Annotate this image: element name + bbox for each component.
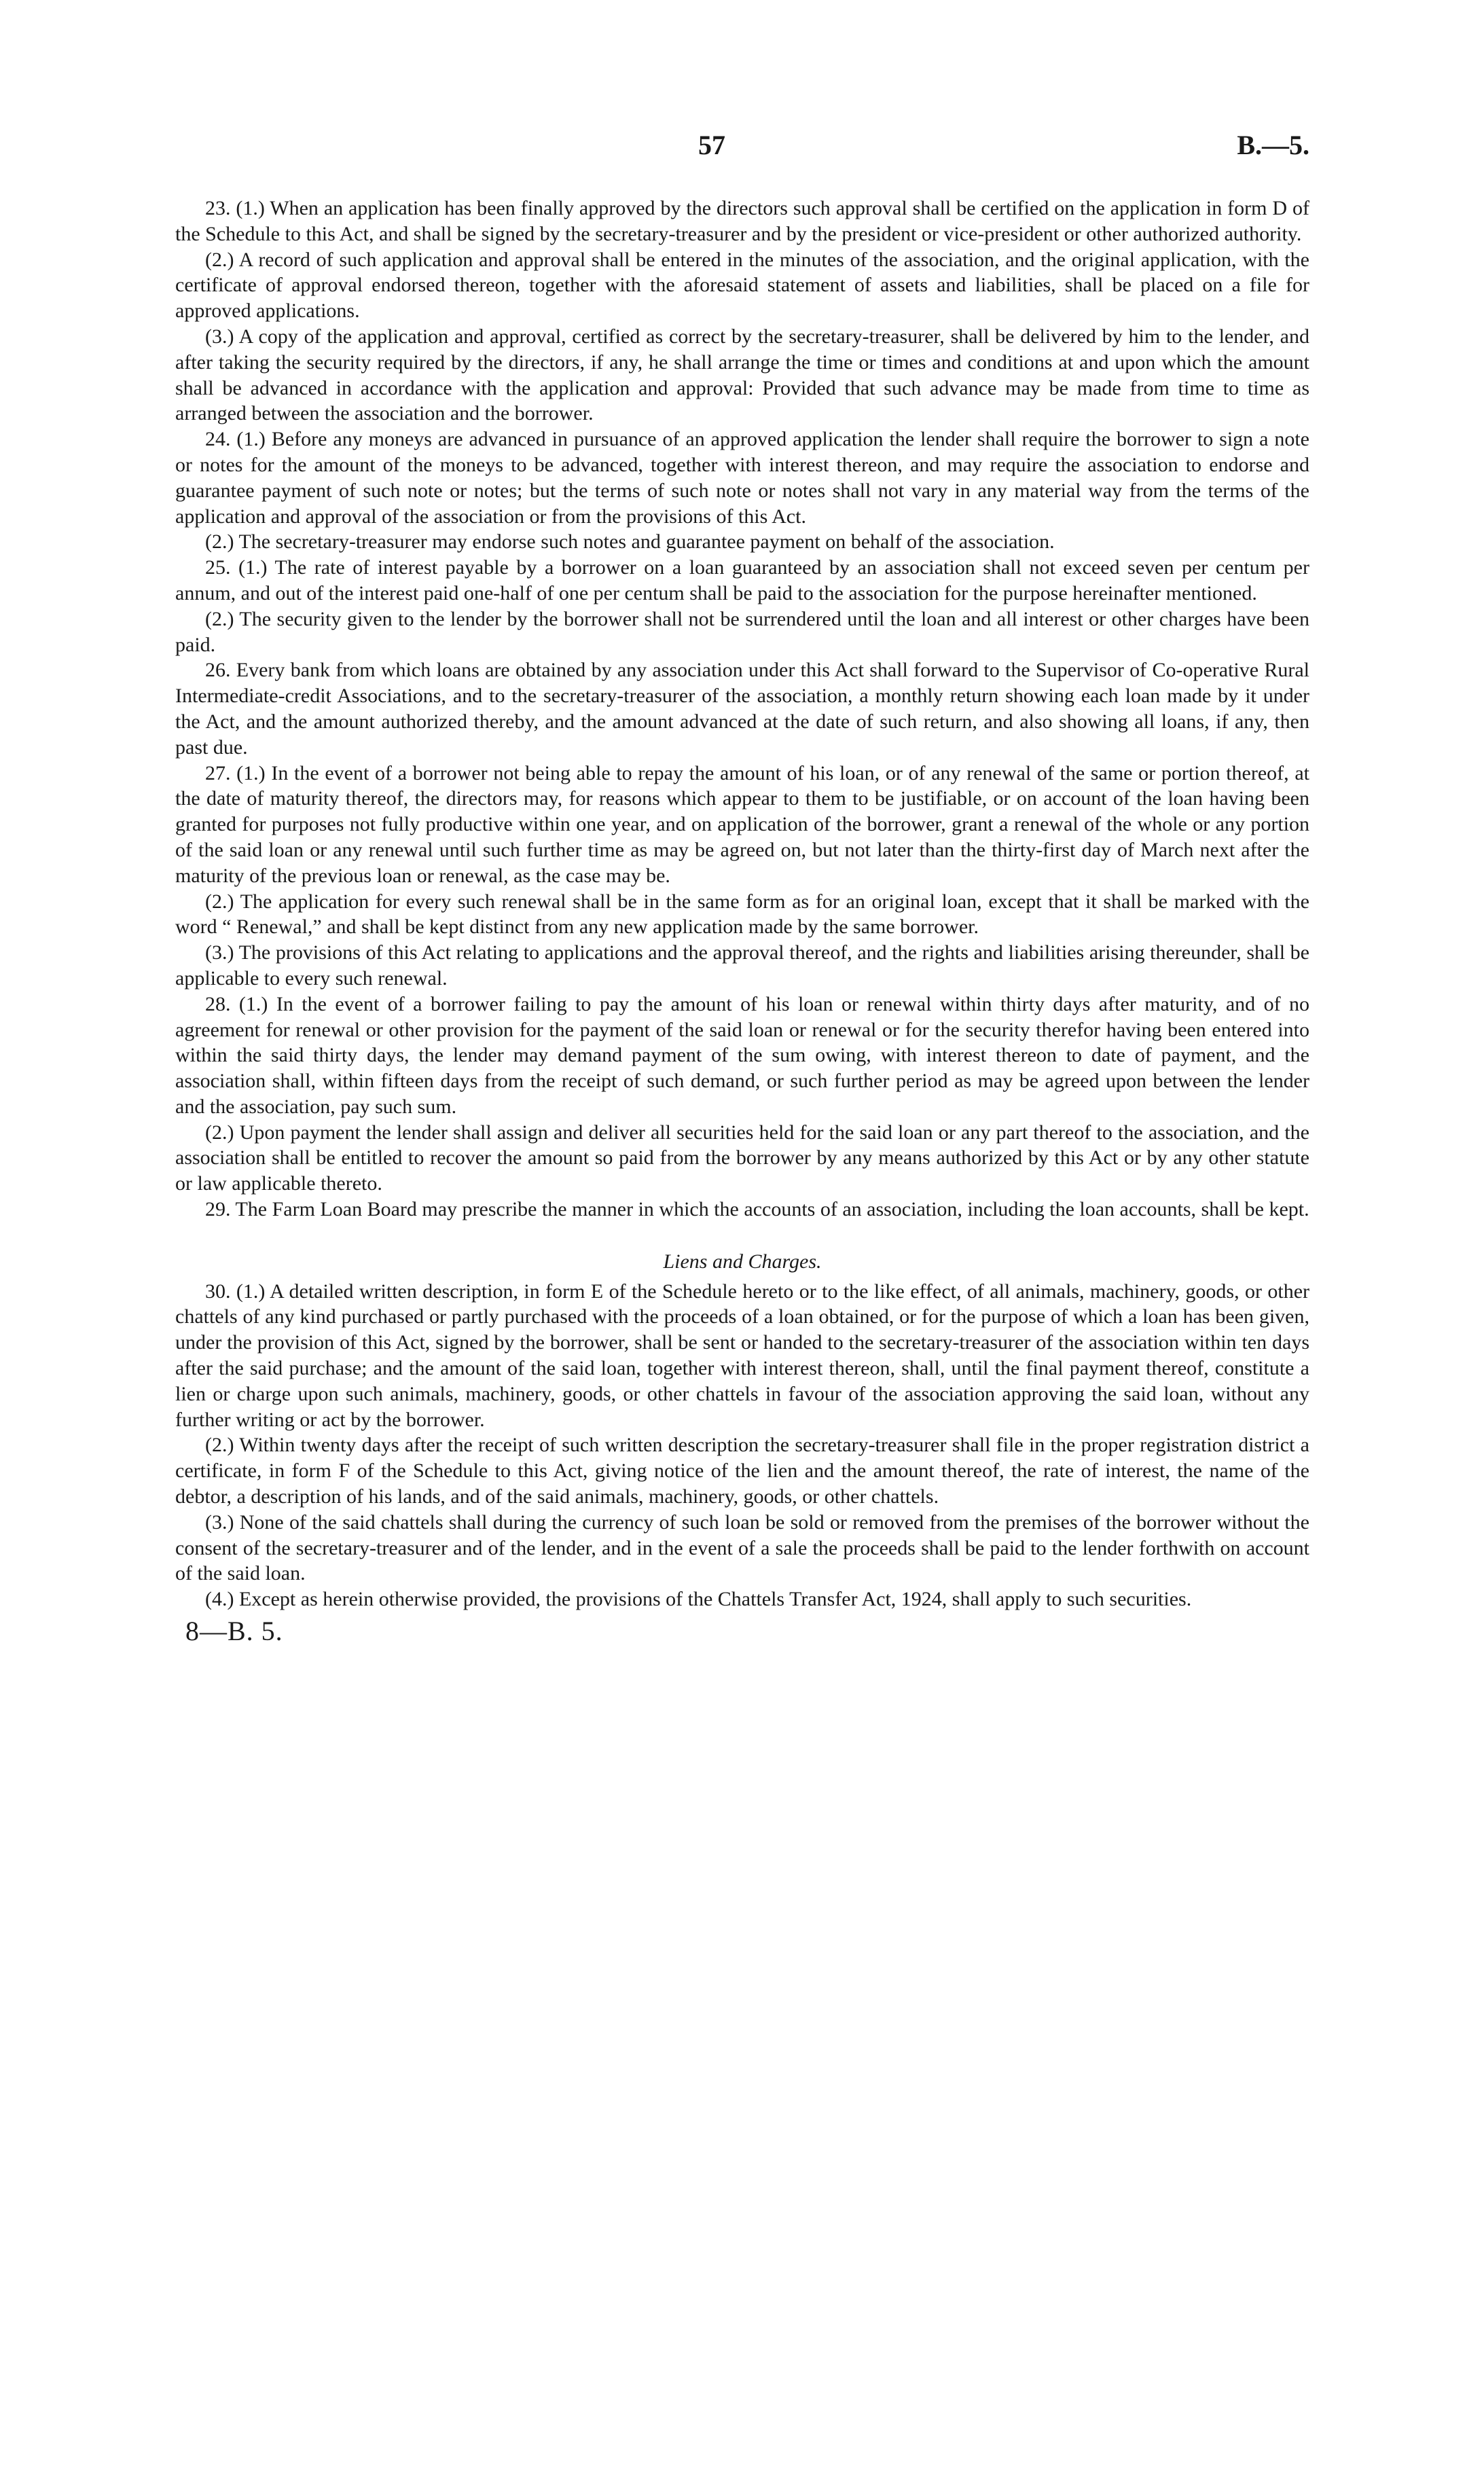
body-text [175, 196, 1309, 1612]
page-number: 57 [698, 130, 725, 160]
paragraph-25-2: (2.) The security given to the lender by the borrower shall not be surrendered until the loan and all interest or other charges have been paid. [175, 607, 1309, 656]
paragraph-30-1: 30. (1.) A detailed written description, in form E of the Schedule hereto or to the like effect, of all animals, machinery, goods, or other chattels of any kind purchased or partly purchased with the proceeds of a loan obtained, or for the purpose of which a loan has been given, under the provision of this Act, signed by the borrower, shall be sent or handed to the secretary-treasurer of the association within ten days after the said purchase; and the amount of the said loan, together with interest thereon, shall, until the final payment thereof, constitute a lien or charge upon such animals, machinery, goods, or other chattels in favour of the association approving the said loan, without any further writing or act by the borrower. [175, 1280, 1309, 1431]
paragraph-26: 26. Every bank from which loans are obtained by any association under this Act shall forward to the Supervisor of Co-operative Rural Intermediate-credit Associations, and to the secretary-treasurer of the association, a monthly return showing each loan made by it under the Act, and the amount authorized thereby, and the amount advanced at the date of such return, and also showing all loans, if any, then past due. [175, 659, 1309, 759]
paragraph-24-1: 24. (1.) Before any moneys are advanced in pursuance of an approved application the lender shall require the borrower to sign a note or notes for the amount of the moneys to be advanced, together with interest thereon, and may require the association to endorse and guarantee payment of such note or notes; but the terms of such note or notes shall not vary in any material way from the terms of the application and approval of the association or from the provisions of this Act. [175, 428, 1309, 528]
paragraph-28-2: (2.) Upon payment the lender shall assign and deliver all securities held for the said loan or any part thereof to the association, and the association shall be entitled to recover the amount so paid from the borrower by any means authorized by this Act or by any other statute or law applicable thereto. [175, 1121, 1309, 1195]
paragraph-30-3: (3.) None of the said chattels shall during the currency of such loan be sold or removed from the premises of the borrower without the consent of the secretary-treasurer and of the lender, and in the event of a sale the proceeds shall be paid to the lender forthwith on account of the said loan. [175, 1510, 1309, 1585]
paragraph-25-1: 25. (1.) The rate of interest payable by a borrower on a loan guaranteed by an association shall not exceed seven per centum per annum, and out of the interest paid one-half of one per centum shall be paid to the association for the purpose hereinafter mentioned. [175, 556, 1309, 604]
paragraph-27-2: (2.) The application for every such renewal shall be in the same form as for an original loan, except that it shall be marked with the word “ Renewal,” and shall be kept distinct from any new application made by the same borrower. [175, 890, 1309, 939]
paragraph-29: 29. The Farm Loan Board may prescribe the manner in which the accounts of an association, including the loan accounts, shall be kept. [205, 1198, 1309, 1221]
section-heading: Liens and Charges. [663, 1250, 822, 1273]
paragraph-27-3: (3.) The provisions of this Act relating to applications and the approval thereof, and the rights and liabilities arising thereunder, shall be applicable to every such renewal. [175, 941, 1309, 990]
paragraph-23-3: (3.) A copy of the application and approval, certified as correct by the secretary-treasurer, shall be delivered by him to the lender, and after taking the security required by the directors, if any, he shall arrange the time or times and conditions at and upon which the amount shall be advanced in accordance with the application and approval: Provided that such advance may be made from time to time as arranged between the association and the borrower. [175, 325, 1309, 425]
paragraph-24-2: (2.) The secretary-treasurer may endorse such notes and guarantee payment on behalf of the association. [205, 530, 1055, 554]
paragraph-23-1: 23. (1.) When an application has been finally approved by the directors such approval shall be certified on the application in form D of the Schedule to this Act, and shall be signed by the secretary-treasurer and by the president or vice-president or other authorized authority. [175, 197, 1309, 245]
paragraph-23-2: (2.) A record of such application and approval shall be entered in the minutes of the association, and the original application, with the certificate of approval endorsed thereon, together with the aforesaid statement of assets and liabilities, shall be placed on a file for approved applications. [175, 248, 1309, 323]
document-reference: B.—5. [1237, 130, 1309, 160]
paragraph-28-1: 28. (1.) In the event of a borrower failing to pay the amount of his loan or renewal within thirty days after maturity, and of no agreement for renewal or other provision for the payment of the said loan or renewal or for the security therefor having been entered into within the said thirty days, the lender may demand payment of the sum owing, with interest thereon to date of payment, and the association shall, within fifteen days from the receipt of such demand, or such further period as may be agreed upon between the lender and the association, pay such sum. [175, 992, 1309, 1118]
paragraph-27-1: 27. (1.) In the event of a borrower not being able to repay the amount of his loan, or of any renewal of the same or portion thereof, at the date of maturity thereof, the directors may, for reasons which appear to them to be justifiable, or on account of the loan having been granted for purposes not fully productive within one year, and on application of the borrower, grant a renewal of the whole or any portion of the said loan or any renewal until such further time as may be agreed on, but not later than the thirty-first day of March next after the maturity of the previous loan or renewal, as the case may be. [175, 761, 1309, 887]
document-page [175, 129, 1309, 1647]
paragraph-30-4: (4.) Except as herein otherwise provided, the provisions of the Chattels Transfer Act, 1924, shall apply to such securities. [205, 1588, 1192, 1611]
page-header [175, 129, 1309, 177]
paragraph-30-2: (2.) Within twenty days after the receipt of such written description the secretary-treasurer shall file in the proper registration district a certificate, in form F of the Schedule to this Act, giving notice of the lien and the amount thereof, the rate of interest, the name of the debtor, a description of his lands, and of the said animals, machinery, goods, or other chattels. [175, 1434, 1309, 1508]
footer-signature: 8—B. 5. [185, 1616, 283, 1647]
